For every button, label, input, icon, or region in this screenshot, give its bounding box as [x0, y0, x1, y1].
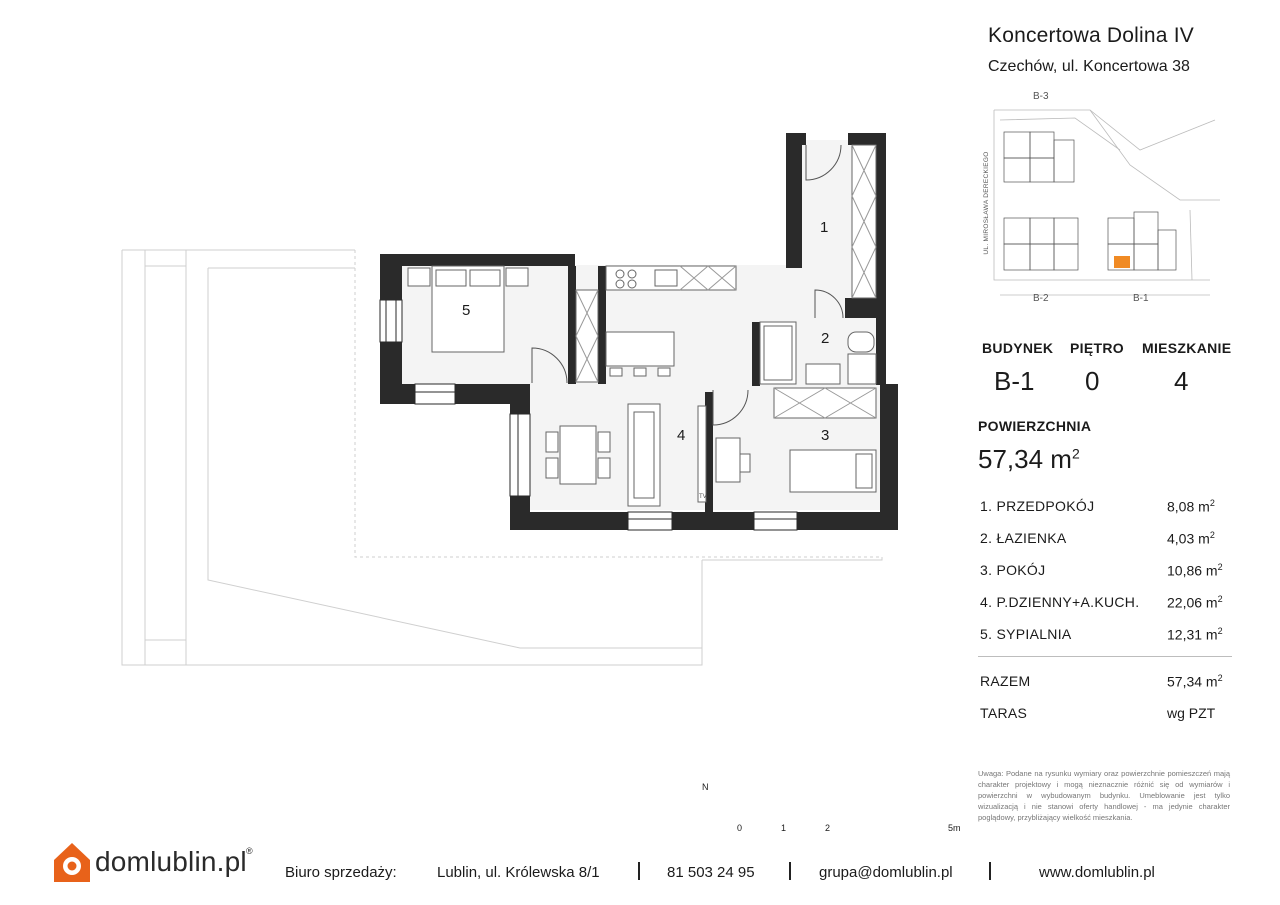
- site-map-label-b2: B-2: [1033, 293, 1049, 304]
- disclaimer: Uwaga: Podane na rysunku wymiary oraz powierzchnie pomieszczeń mają charakter projektowy i mogą nieznacznie różnić się od wymiarów i powierzchni w wybudowanym budynku. Umeblowanie jest tylko wizualizacją i nie stanowi oferty handlowej - ma jedynie charakter poglądowy, przybliżający wielkość mieszkania.: [978, 769, 1230, 822]
- scale-tick-0: 0: [737, 823, 743, 833]
- apartment-value: 4: [1174, 366, 1189, 396]
- floor-label: PIĘTRO: [1070, 340, 1124, 356]
- room-area-number: 4,03 m: [1167, 530, 1210, 547]
- room-row: [980, 498, 1232, 520]
- room-row: [980, 562, 1232, 584]
- website-link[interactable]: www.domlublin.pl: [1039, 864, 1155, 881]
- footer-separator: [638, 862, 640, 880]
- room-area-number: 22,06 m: [1167, 594, 1218, 611]
- area-label: POWIERZCHNIA: [978, 418, 1092, 434]
- room-area: [1167, 626, 1223, 643]
- site-map: [980, 90, 1220, 312]
- room-area-number: 10,86 m: [1167, 562, 1218, 579]
- sales-office-label: Biuro sprzedaży:: [285, 864, 397, 881]
- total-value-number: 57,34 m: [1167, 673, 1218, 690]
- email-link[interactable]: grupa@domlublin.pl: [819, 864, 953, 881]
- footer-separator: [789, 862, 791, 880]
- room-area-number: 8,08 m: [1167, 498, 1210, 515]
- room-name: 1. PRZEDPOKÓJ: [980, 498, 1095, 514]
- footer-separator: [989, 862, 991, 880]
- room-area-sup: 2: [1217, 562, 1223, 572]
- building-value: B-1: [994, 366, 1035, 396]
- total-label: RAZEM: [980, 673, 1031, 689]
- room-name: 4. P.DZIENNY+A.KUCH.: [980, 594, 1140, 610]
- room-area: [1167, 594, 1223, 611]
- room-row: [980, 594, 1232, 616]
- floor-value: 0: [1085, 366, 1100, 396]
- site-map-label-b3: B-3: [1033, 91, 1049, 102]
- compass-north-label: N: [702, 782, 709, 792]
- totals-divider: [978, 656, 1232, 657]
- room-area-sup: 2: [1217, 594, 1223, 604]
- terrace-value: wg PZT: [1167, 705, 1216, 721]
- room-area: [1167, 562, 1223, 579]
- project-title: Koncertowa Dolina IV: [988, 24, 1194, 47]
- terrace-label: TARAS: [980, 705, 1028, 721]
- room-number-3: 3: [821, 427, 830, 444]
- logo-house-icon: [50, 838, 94, 884]
- area-value: [978, 444, 1080, 475]
- room-name: 2. ŁAZIENKA: [980, 530, 1067, 546]
- logo-registered-mark: ®: [246, 846, 253, 856]
- room-area-sup: 2: [1217, 626, 1223, 636]
- room-row: [980, 530, 1232, 552]
- room-number-1: 1: [820, 219, 829, 236]
- scale-tick-1: 1: [781, 823, 787, 833]
- room-area: [1167, 530, 1215, 547]
- project-address: Czechów, ul. Koncertowa 38: [988, 58, 1190, 75]
- scale-tick-2: 2: [825, 823, 831, 833]
- area-value-number: 57,34 m: [978, 444, 1072, 474]
- room-number-2: 2: [821, 330, 830, 347]
- building-label: BUDYNEK: [982, 340, 1054, 356]
- site-map-street-label: UL. MIROSŁAWA DERECKIEGO: [983, 151, 990, 255]
- room-area-sup: 2: [1209, 498, 1215, 508]
- area-unit-sup: 2: [1071, 445, 1080, 462]
- room-row: [980, 626, 1232, 648]
- apartment-highlight: [1114, 256, 1130, 268]
- room-number-4: 4: [677, 427, 686, 444]
- room-area-sup: 2: [1209, 530, 1215, 540]
- room-name: 5. SYPIALNIA: [980, 626, 1072, 642]
- phone-link[interactable]: 81 503 24 95: [667, 864, 755, 881]
- room-name: 3. POKÓJ: [980, 562, 1046, 578]
- total-value-sup: 2: [1217, 673, 1223, 683]
- tv-label: TV: [699, 494, 707, 500]
- apartment-label: MIESZKANIE: [1142, 340, 1232, 356]
- room-area-number: 12,31 m: [1167, 626, 1218, 643]
- room-area: [1167, 498, 1215, 515]
- scale-tick-5m: 5m: [948, 823, 961, 833]
- sales-office-address: Lublin, ul. Królewska 8/1: [437, 864, 600, 881]
- logo-text: domlublin.pl: [95, 846, 247, 877]
- site-map-label-b1: B-1: [1133, 293, 1149, 304]
- total-value: [1167, 673, 1223, 690]
- room-number-5: 5: [462, 302, 471, 319]
